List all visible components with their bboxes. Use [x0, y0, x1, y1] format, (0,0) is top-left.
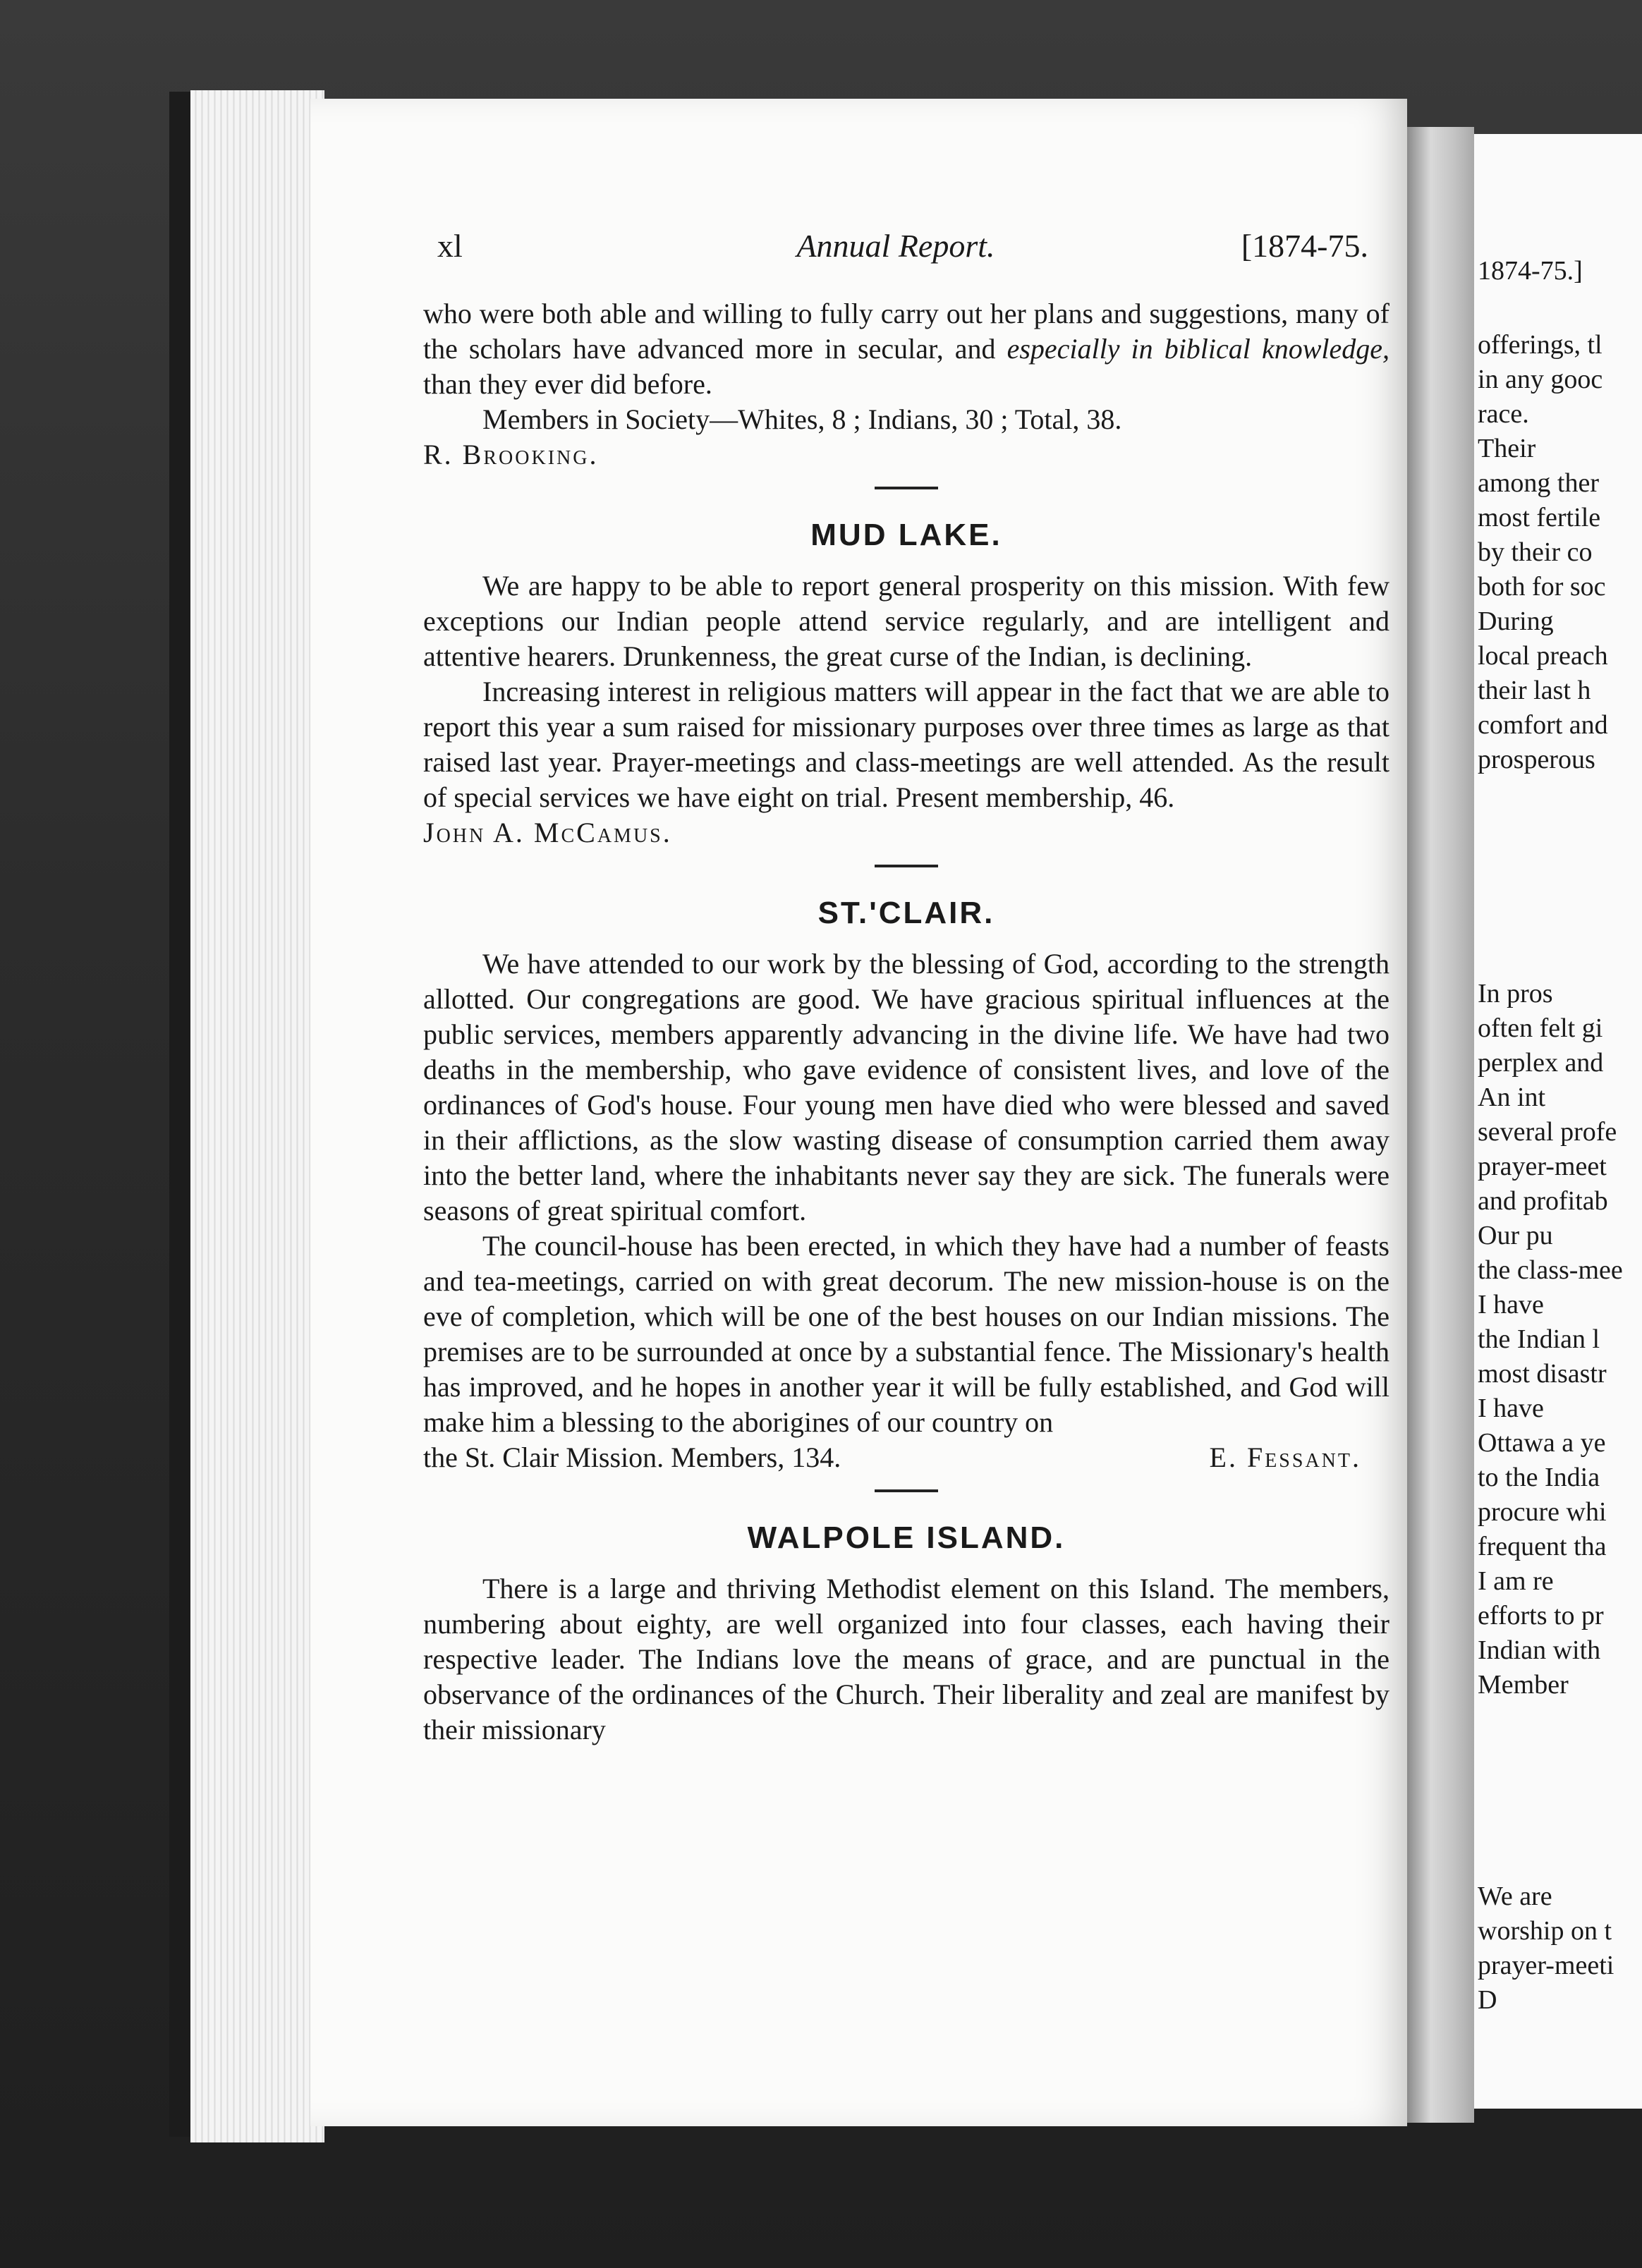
right-page-text-bottom — [1478, 1879, 1642, 2018]
right-page-line: several profe — [1478, 1117, 1617, 1147]
section-divider — [875, 1489, 938, 1492]
right-page-line: most disastr — [1478, 1359, 1607, 1389]
right-page-line: local preach — [1478, 641, 1608, 671]
heading-mud-lake: MUD LAKE. — [810, 518, 1002, 552]
page-number: xl — [437, 228, 463, 264]
right-page-line: Ottawa a ye — [1478, 1428, 1606, 1458]
right-page-line: their last h — [1478, 676, 1591, 705]
right-page-line: worship on t — [1478, 1916, 1612, 1946]
walpole-paragraph-1: There is a large and thriving Methodist element on this Island. The members, numbering about eighty, are well organized into four classes, each having their respective leader. The Indians love the means of grace, and are punctual in the observance of the ordinances of the Church. Their liberality and zeal are manifest by their missionary — [423, 1573, 1389, 1745]
heading-walpole-island: WALPOLE ISLAND. — [747, 1520, 1066, 1555]
right-page-line: I have — [1478, 1394, 1544, 1423]
right-page-line: We are — [1478, 1882, 1552, 1911]
running-title: Annual Report. — [796, 228, 995, 264]
right-page-line: and profitab — [1478, 1186, 1608, 1216]
right-page-line: offerings, tl — [1478, 330, 1603, 360]
signature-brooking: R. Brooking. — [423, 439, 599, 470]
right-page-line: among ther — [1478, 468, 1600, 498]
st-clair-members: the St. Clair Mission. Members, 134. — [423, 1441, 841, 1473]
right-page-line: both for soc — [1478, 572, 1606, 602]
signature-mccamus: John A. McCamus. — [423, 817, 672, 848]
right-page-line: procure whi — [1478, 1497, 1607, 1527]
heading-st-clair: ST.'CLAIR. — [817, 896, 995, 930]
right-page-line: I have — [1478, 1290, 1544, 1319]
right-page-line: prosperous — [1478, 745, 1595, 774]
running-header — [423, 220, 1368, 276]
st-clair-paragraph-1: We have attended to our work by the blessing of God, according to the strength allotted. Our congregations are good. We have gracious spiritual influences at the public services, members apparently advancing in the divine life. We have had two deaths in the membership, who gave evidence of consistent lives, and love of the ordinances of God's house. Four young men have died who were blessed and saved in their afflictions, as the slow wasting disease of consumption carried them away into the better land, where the inhabitants never say they are sick. The funerals were seasons of great spiritual comfort. — [423, 948, 1389, 1226]
right-page-line: perplex and — [1478, 1048, 1604, 1078]
right-page-text-top — [1478, 328, 1642, 777]
section-divider — [875, 487, 938, 489]
right-page-line: Indian with — [1478, 1635, 1601, 1665]
right-page-line: prayer-meet — [1478, 1152, 1607, 1181]
right-page-line: prayer-meeti — [1478, 1951, 1614, 1980]
section-divider — [875, 865, 938, 867]
right-page-text-mid — [1478, 977, 1642, 1702]
st-clair-last-line — [423, 1440, 1389, 1475]
right-page-line: Member — [1478, 1670, 1569, 1700]
emphasis-text: especially in biblical knowledge, — [1007, 333, 1389, 365]
right-page-line: by their co — [1478, 537, 1593, 567]
header-year: [1874-75. — [1241, 228, 1368, 264]
st-clair-paragraph-2: The council-house has been erected, in which they have had a number of feasts and tea-meetings, carried on with great decorum. The new mission-house is on the eve of completion, which will be one of the best houses on our Indian missions. The premises are to be surrounded at once by a substantial fence. The Missionary's health has improved, and he hopes in another year it will be fully established, and God will make him a blessing to the aborigines of our country on — [423, 1230, 1389, 1438]
right-page-line: efforts to pr — [1478, 1601, 1604, 1630]
right-page-line: Their — [1478, 434, 1536, 463]
right-page-line: the class-mee — [1478, 1255, 1623, 1285]
right-page-line: most fertile — [1478, 503, 1601, 532]
right-page-line: to the India — [1478, 1463, 1600, 1492]
report-body — [423, 296, 1389, 1748]
right-page-line: D — [1478, 1985, 1497, 2015]
page-stack-edge — [190, 90, 324, 2142]
right-page-line: An int — [1478, 1083, 1546, 1112]
right-page-line: Our pu — [1478, 1221, 1553, 1250]
mud-lake-paragraph-2: Increasing interest in religious matters will appear in the fact that we are able to report this year a sum raised for missionary purposes over three times as large as that raised last year. Prayer-meetings and class-meetings are well attended. As the result of special services we have eight on trial. Present membership, 46. — [423, 676, 1389, 813]
members-line: Members in Society—Whites, 8 ; Indians, 30 ; Total, 38. — [482, 403, 1122, 435]
right-page-line: In pros — [1478, 979, 1553, 1008]
book-gutter — [1407, 127, 1474, 2123]
right-page-line: in any gooc — [1478, 365, 1603, 394]
right-page-line: I am re — [1478, 1566, 1554, 1596]
right-page-line: the Indian l — [1478, 1324, 1600, 1354]
right-page-header: 1874-75.] — [1478, 256, 1583, 286]
signature-fessant: E. Fessant. — [1209, 1441, 1361, 1473]
intro-paragraph: who were both able and willing to fully carry out her plans and suggestions, many of the scholars have advanced more in secular, and especially in biblical knowledge, than they ever did before. — [423, 298, 1389, 400]
right-page-line: During — [1478, 606, 1554, 636]
mud-lake-paragraph-1: We are happy to be able to report general prosperity on this mission. With few exceptions our Indian people attend service regularly, and are intelligent and attentive hearers. Drunkenness, the great curse of the Indian, is declining. — [423, 570, 1389, 672]
right-page-line: often felt gi — [1478, 1013, 1603, 1043]
right-page-line: comfort and — [1478, 710, 1608, 740]
right-page-line: race. — [1478, 399, 1529, 429]
right-page-line: frequent tha — [1478, 1532, 1607, 1561]
